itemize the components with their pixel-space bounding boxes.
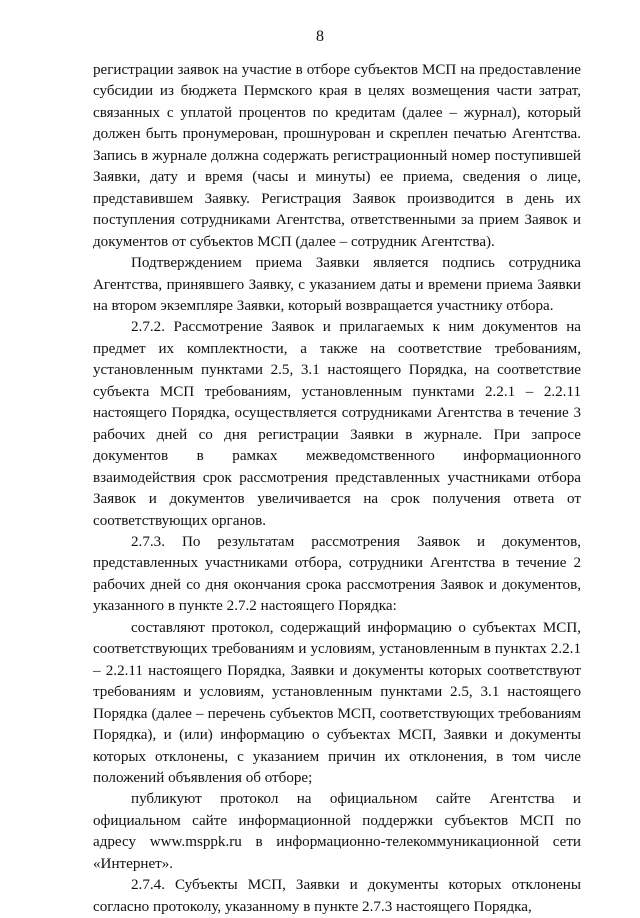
paragraph-2-7-3: 2.7.3. По результатам рассмотрения Заявок и документов, представленных участниками отбора, сотрудники Агентства в течение 2 рабочих дней со дня окончания срока рассмотрения Заявок и документов, указанного в пункте 2.7.2 настоящего Порядка: <box>93 533 581 615</box>
paragraph-2-7-4: 2.7.4. Субъекты МСП, Заявки и документы которых отклонены согласно протоколу, указанному в пункте 2.7.3 настоящего Порядка, <box>93 877 581 915</box>
paragraph-protocol-publish: публикуют протокол на официальном сайте Агентства и официальном сайте информационной поддержки субъектов МСП по адресу www.msppk.ru в информационно-телекоммуникационной сети «Интернет». <box>93 791 581 872</box>
paragraph-receipt-confirmation: Подтверждением приема Заявки является подпись сотрудника Агентства, принявшего Заявку, с указанием даты и времени приема Заявки на втором экземпляре Заявки, который возвращается участнику отбора. <box>93 255 581 314</box>
paragraph-protocol-compose: составляют протокол, содержащий информацию о субъектах МСП, соответствующих требованиям и условиям, установленным в пунктах 2.2.1 – 2.2.11 настоящего Порядка, Заявки и документы которых соответствуют требованиям и условиям, установленным пунктами 2.5, 3.1 настоящего Порядка (далее – перечень субъектов МСП, соответствующих требованиям Порядка), и (или) информацию о субъектах МСП, Заявки и документы которых отклонены, с указанием причин их отклонения, в том числе положений объявления об отборе; <box>93 619 581 786</box>
paragraph-journal-registration: регистрации заявок на участие в отборе субъектов МСП на предоставление субсидии из бюджета Пермского края в целях возмещения части затрат, связанных с уплатой процентов по кредитам (далее – журнал), который должен быть пронумерован, прошнурован и скреплен печатью Агентства. Запись в журнале должна содержать регистрационный номер поступившей Заявки, дату и время (часы и минуты) ее приема, сведения о лице, представившем Заявку. Регистрация Заявок производится в день их поступления сотрудниками Агентства, ответственными за прием Заявок и документов от субъектов МСП (далее – сотрудник Агентства). <box>93 62 581 250</box>
paragraph-2-7-2: 2.7.2. Рассмотрение Заявок и прилагаемых к ним документов на предмет их комплектности, а также на соответствие требованиям, установленным пунктами 2.5, 3.1 настоящего Порядка, на соответствие субъекта МСП требованиям, установленным пунктами 2.2.1 – 2.2.11 настоящего Порядка, осуществляется сотрудниками Агентства в течение 3 рабочих дней со дня регистрации Заявки в журнале. При запросе документов в рамках межведомственного информационного взаимодействия срок рассмотрения представленных участниками отбора Заявок и документов увеличивается на срок получения ответа от соответствующих органов. <box>93 319 581 529</box>
page-number: 8 <box>316 28 324 45</box>
body-text <box>93 60 581 918</box>
